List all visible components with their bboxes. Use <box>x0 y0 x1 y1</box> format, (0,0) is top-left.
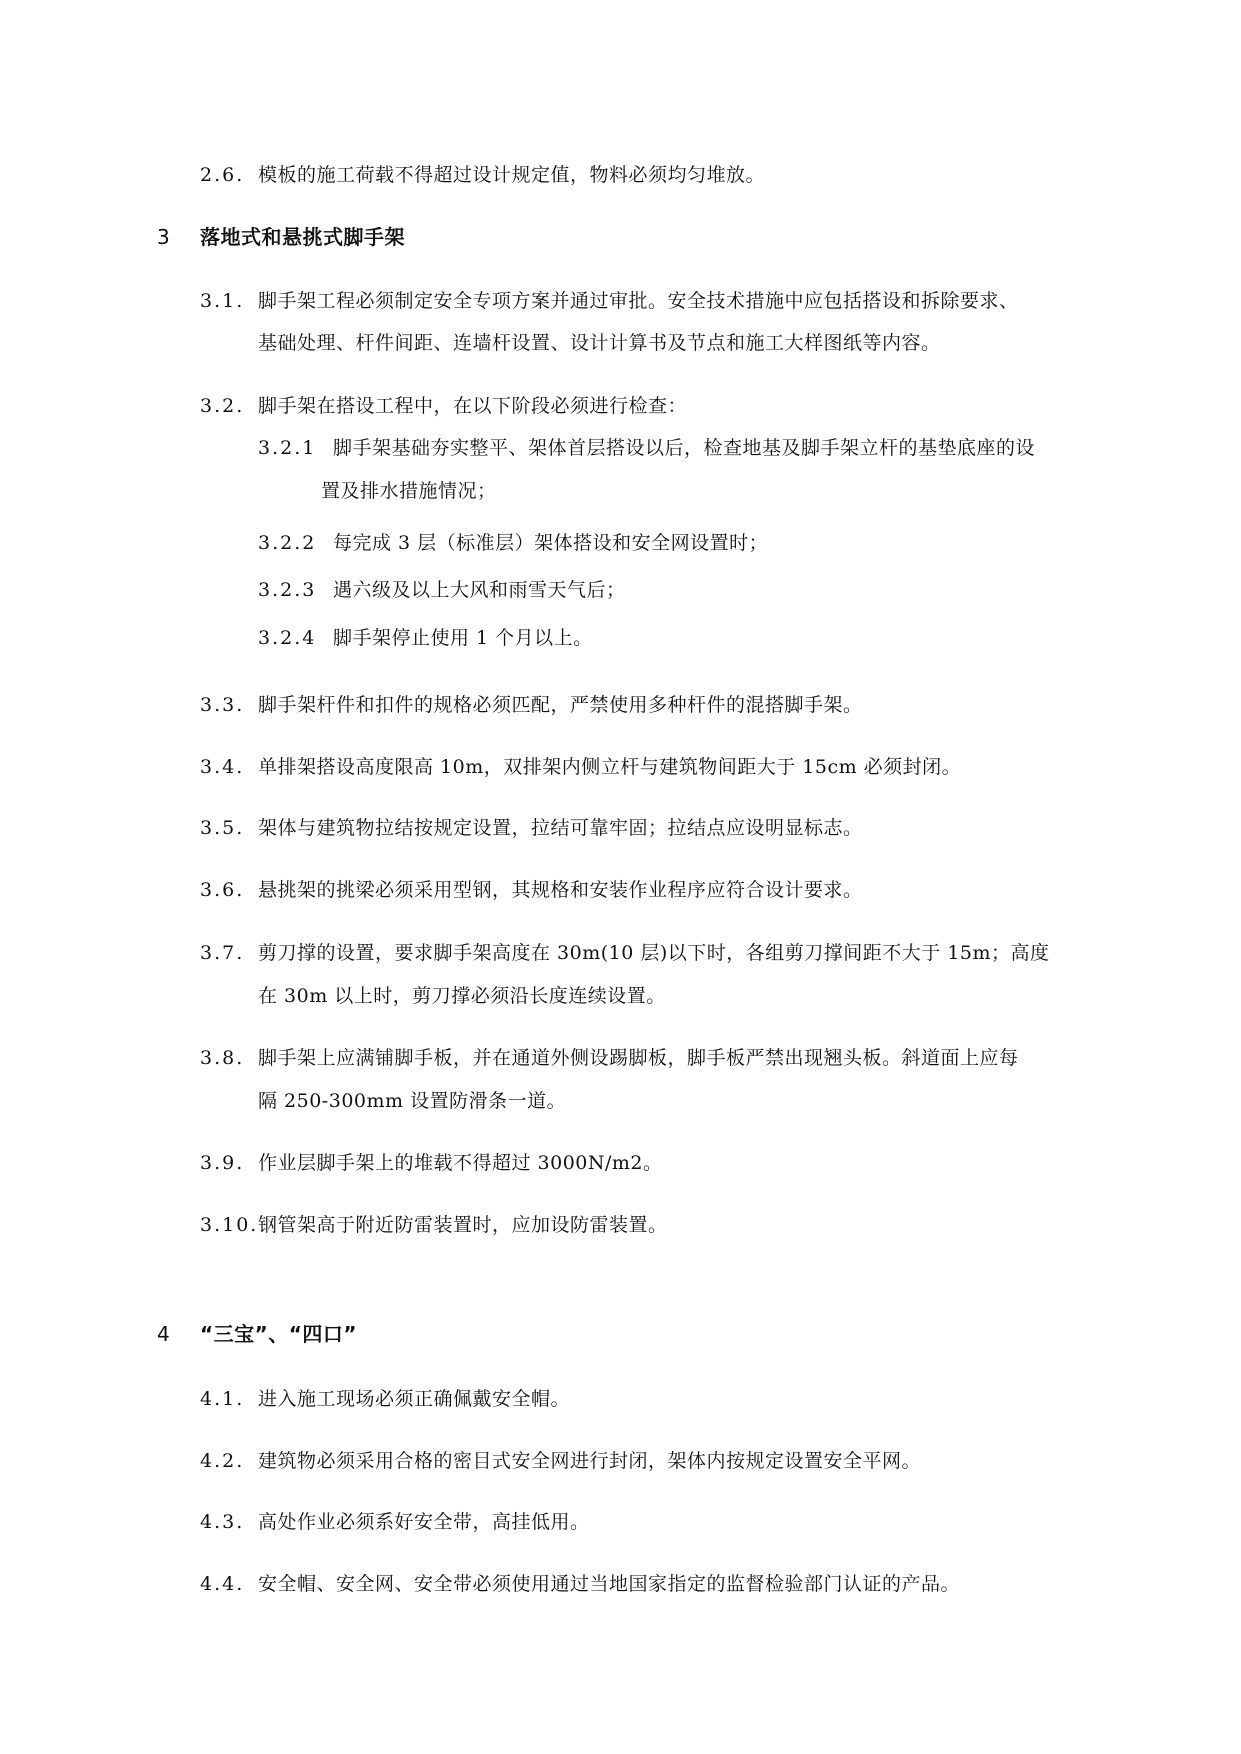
clause-number: 3.8. <box>200 1047 245 1069</box>
clause-text: 在 30m 以上时，剪刀撑必须沿长度连续设置。 <box>258 985 666 1007</box>
subclause-number: 3.2.3 <box>258 579 317 601</box>
section-heading: “三宝”、“四口” <box>200 1322 358 1346</box>
subclause-text: 置及排水措施情况； <box>321 480 497 502</box>
subclause-text: 遇六级及以上大风和雨雪天气后； <box>333 579 626 601</box>
clause-text: 模板的施工荷载不得超过设计规定值，物料必须均匀堆放。 <box>258 164 766 186</box>
clause-number: 3.1. <box>200 290 245 312</box>
clause-number: 3.6. <box>200 879 245 901</box>
clause-text: 高处作业必须系好安全带，高挂低用。 <box>258 1511 590 1533</box>
clause-text: 建筑物必须采用合格的密目式安全网进行封闭，架体内按规定设置安全平网。 <box>258 1450 922 1472</box>
clause-number: 3.9. <box>200 1152 245 1174</box>
subclause-text: 脚手架停止使用 1 个月以上。 <box>333 627 593 649</box>
clause-number: 2.6. <box>200 164 245 186</box>
clause-text: 基础处理、杆件间距、连墙杆设置、设计计算书及节点和施工大样图纸等内容。 <box>258 332 941 354</box>
section-heading: 落地式和悬挑式脚手架 <box>200 225 405 249</box>
subclause-number: 3.2.2 <box>258 532 317 554</box>
clause-text: 架体与建筑物拉结按规定设置，拉结可靠牢固；拉结点应设明显标志。 <box>258 817 863 839</box>
subclause-number: 3.2.4 <box>258 627 317 649</box>
section-number: 4 <box>157 1322 170 1346</box>
subclause-text: 每完成 3 层（标准层）架体搭设和安全网设置时； <box>333 532 769 554</box>
clause-text: 隔 250-300mm 设置防滑条一道。 <box>258 1090 567 1112</box>
clause-text: 钢管架高于附近防雷装置时，应加设防雷装置。 <box>258 1214 668 1236</box>
clause-number: 4.2. <box>200 1450 245 1472</box>
clause-text: 剪刀撑的设置，要求脚手架高度在 30m(10 层)以下时，各组剪刀撑间距不大于 15m；高度 <box>258 942 1050 964</box>
clause-number: 4.4. <box>200 1573 245 1595</box>
clause-number: 3.2. <box>200 395 245 417</box>
clause-text: 悬挑架的挑梁必须采用型钢，其规格和安装作业程序应符合设计要求。 <box>258 879 863 901</box>
clause-text: 安全帽、安全网、安全带必须使用通过当地国家指定的监督检验部门认证的产品。 <box>258 1573 961 1595</box>
clause-number: 4.3. <box>200 1511 245 1533</box>
clause-number: 3.7. <box>200 942 245 964</box>
section-number: 3 <box>157 225 170 249</box>
clause-number: 3.3. <box>200 694 245 716</box>
clause-number: 3.4. <box>200 756 245 778</box>
clause-text: 单排架搭设高度限高 10m，双排架内侧立杆与建筑物间距大于 15cm 必须封闭。 <box>258 756 962 778</box>
clause-text: 脚手架上应满铺脚手板，并在通道外侧设踢脚板，脚手板严禁出现翘头板。斜道面上应每 <box>258 1047 1019 1069</box>
clause-text: 脚手架工程必须制定安全专项方案并通过审批。安全技术措施中应包括搭设和拆除要求、 <box>258 290 1019 312</box>
clause-text: 脚手架杆件和扣件的规格必须匹配，严禁使用多种杆件的混搭脚手架。 <box>258 694 863 716</box>
clause-number: 3.5. <box>200 817 245 839</box>
subclause-number: 3.2.1 <box>258 437 317 459</box>
clause-number: 3.10. <box>200 1214 259 1236</box>
subclause-text: 脚手架基础夯实整平、架体首层搭设以后，检查地基及脚手架立杆的基垫底座的设 <box>333 437 1036 459</box>
clause-text: 作业层脚手架上的堆载不得超过 3000N/m2。 <box>258 1152 663 1174</box>
clause-text: 进入施工现场必须正确佩戴安全帽。 <box>258 1388 571 1410</box>
clause-number: 4.1. <box>200 1388 245 1410</box>
clause-text: 脚手架在搭设工程中，在以下阶段必须进行检查： <box>258 395 688 417</box>
